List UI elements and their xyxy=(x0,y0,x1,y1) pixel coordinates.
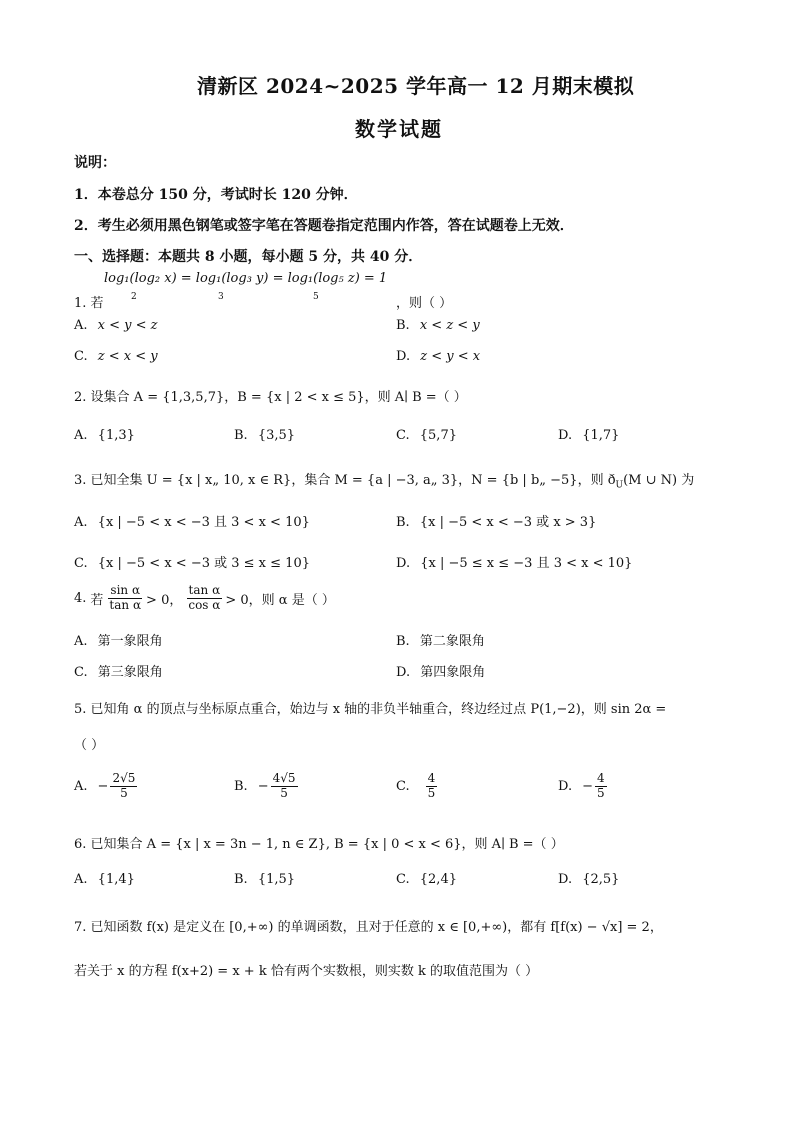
fraction-denominator: 5 xyxy=(120,785,128,800)
option-text: {1,3} xyxy=(97,428,135,443)
fraction-denominator: 5 xyxy=(597,785,605,800)
fraction-denominator: cos α xyxy=(188,597,221,612)
option-label: C. xyxy=(74,665,88,680)
option-text: {1,5} xyxy=(257,872,296,887)
question-6-stem xyxy=(74,833,564,852)
question-6-option-d[interactable] xyxy=(558,872,619,887)
fraction-numerator: tan α xyxy=(188,583,221,597)
notes-item-2: 2．考生必须用黑色钢笔或签字笔在答题卷指定范围内作答，答在试题卷上无效． xyxy=(74,218,574,234)
option-label: D. xyxy=(558,428,573,443)
question-5-text: 已知角 α 的顶点与坐标原点重合，始边与 x 轴的非负半轴重合，终边经过点 P(1,−2)，则 sin 2α = xyxy=(90,702,667,717)
question-4-num: 4. xyxy=(74,590,87,606)
option-text: {1,4} xyxy=(97,872,135,887)
question-1-sub-1: 2 xyxy=(131,292,137,302)
question-6-num: 6. xyxy=(74,837,87,852)
question-1-sub-2: 3 xyxy=(218,292,224,302)
option-text: 第一象限角 xyxy=(97,634,163,649)
option-sign: − xyxy=(582,778,593,794)
question-2-option-a[interactable] xyxy=(74,428,135,443)
notes-heading: 说明： xyxy=(74,155,116,171)
option-text: {2,4} xyxy=(419,872,457,887)
question-2-option-c[interactable] xyxy=(396,428,457,443)
option-label: A. xyxy=(74,318,88,333)
question-4-prefix: 若 xyxy=(90,592,104,608)
question-4-option-a[interactable] xyxy=(74,630,163,649)
question-1-option-d[interactable] xyxy=(396,349,480,364)
option-label: B. xyxy=(234,428,248,443)
option-text: 第三象限角 xyxy=(97,665,163,680)
question-1-option-b[interactable] xyxy=(396,318,480,333)
option-label: A. xyxy=(74,872,88,887)
question-2-option-d[interactable] xyxy=(558,428,619,443)
notes-item-1: 1．本卷总分 150 分，考试时长 120 分钟． xyxy=(74,187,358,203)
fraction-numerator: 4 xyxy=(597,771,605,785)
option-label: B. xyxy=(396,318,410,333)
option-label: D. xyxy=(396,349,411,364)
option-text: z < x < y xyxy=(97,349,158,364)
fraction-denominator: tan α xyxy=(109,597,142,612)
option-label: D. xyxy=(396,556,411,571)
option-label: C. xyxy=(74,349,88,364)
question-3-stem xyxy=(74,469,694,491)
question-6-option-c[interactable] xyxy=(396,872,457,887)
question-6-option-a[interactable] xyxy=(74,872,135,887)
option-text: x < y < z xyxy=(97,318,158,333)
question-3-option-a[interactable] xyxy=(74,511,310,530)
option-fraction xyxy=(595,772,607,801)
option-text: {1,7} xyxy=(582,428,620,443)
question-3-num: 3. xyxy=(74,473,87,488)
fraction-denominator: 5 xyxy=(280,785,288,800)
question-4-stem xyxy=(74,584,335,613)
option-text: z < y < x xyxy=(420,349,481,364)
question-6-text: 已知集合 A = {x | x = 3n − 1, n ∈ Z}, B = {x | 0 < x < 6}，则 A∣ B =（ ） xyxy=(90,837,564,852)
question-5-option-c[interactable] xyxy=(396,772,437,801)
question-1-num: 1. xyxy=(74,296,87,311)
option-sign: − xyxy=(257,778,269,794)
fraction-numerator: 4 xyxy=(427,771,436,785)
question-4-option-b[interactable] xyxy=(396,630,485,649)
question-2-stem xyxy=(74,386,467,405)
question-7-stem xyxy=(74,916,663,935)
question-1-option-a[interactable] xyxy=(74,318,158,333)
option-label: B. xyxy=(396,515,410,530)
option-text: {3,5} xyxy=(257,428,296,443)
option-label: A. xyxy=(74,634,88,649)
question-2-num: 2. xyxy=(74,390,87,405)
fraction-numerator: 4√5 xyxy=(272,771,296,785)
question-2-option-b[interactable] xyxy=(234,428,295,443)
option-label: A. xyxy=(74,515,88,530)
question-4-option-d[interactable] xyxy=(396,661,485,680)
option-fraction xyxy=(426,772,438,801)
question-3-tail: (M ∪ N) 为 xyxy=(623,473,695,488)
question-3-option-c[interactable] xyxy=(74,552,310,571)
option-label: D. xyxy=(558,872,573,887)
question-5-num: 5. xyxy=(74,702,87,717)
question-1-prefix: 若 xyxy=(90,296,104,311)
question-1-number xyxy=(74,292,104,311)
question-6-option-b[interactable] xyxy=(234,872,295,887)
fraction-numerator: sin α xyxy=(110,583,141,597)
option-text: {x | −5 < x < −3 或 3 ≤ x ≤ 10} xyxy=(97,556,310,571)
option-fraction xyxy=(110,772,137,801)
option-text: {5,7} xyxy=(419,428,457,443)
question-5-option-a[interactable] xyxy=(74,772,137,801)
question-7-stem-line2: 若关于 x 的方程 f(x+2) = x + k 恰有两个实数根，则实数 k 的取值范围为（ ） xyxy=(74,964,539,979)
option-fraction xyxy=(271,772,298,801)
option-text: {2,5} xyxy=(582,872,620,887)
option-text: {x | −5 ≤ x ≤ −3 且 3 < x < 10} xyxy=(420,556,633,571)
question-2-text: 设集合 A = {1,3,5,7}，B = {x | 2 < x ≤ 5}，则 A∣ B =（ ） xyxy=(90,390,467,405)
option-label: C. xyxy=(396,872,410,887)
question-1-formula-text: log₁(log₂ x) = log₁(log₃ y) = log₁(log₅ z) = 1 xyxy=(104,271,388,286)
option-label: C. xyxy=(396,778,410,794)
question-4-fraction-1 xyxy=(107,584,143,613)
question-3-text: 已知全集 U = {x | x„ 10, x ∈ R}，集合 M = {a | −3, a„ 3}，N = {b | b„ −5}，则 ð xyxy=(90,473,616,488)
option-label: D. xyxy=(396,665,411,680)
question-1-suffix: ，则（ ） xyxy=(396,296,453,311)
option-label: C. xyxy=(74,556,88,571)
question-4-option-c[interactable] xyxy=(74,661,163,680)
question-4-fraction-2 xyxy=(186,584,222,613)
option-label: A. xyxy=(74,428,88,443)
fraction-numerator: 2√5 xyxy=(112,771,136,785)
option-text: {x | −5 < x < −3 且 3 < x < 10} xyxy=(97,515,310,530)
question-4-gt-2: > 0，则 α 是（ ） xyxy=(225,592,335,608)
option-text: 第二象限角 xyxy=(419,634,485,649)
question-3-sub: U xyxy=(615,480,624,491)
question-5-option-b[interactable] xyxy=(234,772,298,801)
page-subtitle: 数学试题 xyxy=(355,117,443,141)
option-label: B. xyxy=(396,634,410,649)
question-5-stem xyxy=(74,698,666,717)
option-label: C. xyxy=(396,428,410,443)
option-sign: − xyxy=(97,778,109,794)
option-label: D. xyxy=(558,778,573,794)
question-7-text: 已知函数 f(x) 是定义在 [0,+∞) 的单调函数，且对于任意的 x ∈ [0,+∞)，都有 f[f(x) − √x] = 2， xyxy=(90,920,663,935)
option-text: {x | −5 < x < −3 或 x > 3} xyxy=(419,515,597,530)
fraction-denominator: 5 xyxy=(427,785,436,800)
option-label: B. xyxy=(234,872,248,887)
option-label: B. xyxy=(234,778,248,794)
question-5-stem-line2: （ ） xyxy=(74,738,105,753)
question-3-option-b[interactable] xyxy=(396,511,596,530)
question-1-sub-3: 5 xyxy=(313,292,319,302)
option-text: 第四象限角 xyxy=(420,665,486,680)
question-7-num: 7. xyxy=(74,920,87,935)
question-1-formula xyxy=(104,271,387,286)
option-text: x < z < y xyxy=(419,318,480,333)
option-label: A. xyxy=(74,778,88,794)
page-title: 清新区 2024~2025 学年高一 12 月期末模拟 xyxy=(197,74,635,98)
question-4-gt-1: > 0， xyxy=(146,592,183,608)
question-3-option-d[interactable] xyxy=(396,552,632,571)
section-heading: 一、选择题：本题共 8 小题，每小题 5 分，共 40 分． xyxy=(74,249,423,265)
question-1-option-c[interactable] xyxy=(74,349,158,364)
question-5-option-d[interactable] xyxy=(558,772,607,801)
